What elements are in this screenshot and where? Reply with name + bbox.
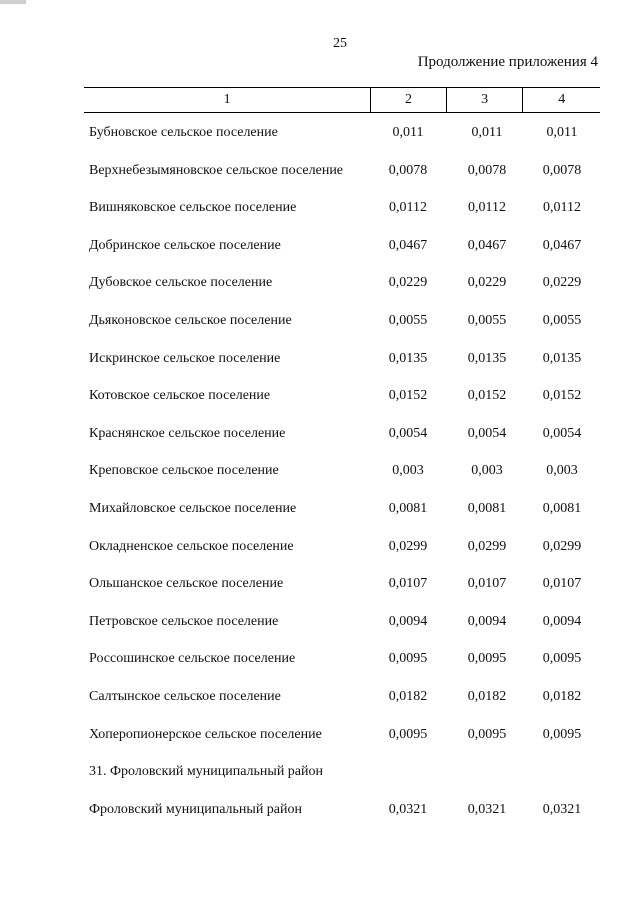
table-row <box>0 265 640 303</box>
value-col-2: 0,0467 <box>388 237 428 253</box>
table-row <box>0 416 640 454</box>
value-col-2: 0,0094 <box>388 613 428 629</box>
value-col-4: 0,0321 <box>542 801 582 817</box>
table-row <box>0 679 640 717</box>
value-col-4: 0,0094 <box>542 613 582 629</box>
value-col-4: 0,0467 <box>542 237 582 253</box>
value-col-2: 0,0229 <box>388 275 428 291</box>
value-col-3: 0,0182 <box>467 688 507 704</box>
table-row <box>0 604 640 642</box>
value-col-3: 0,0135 <box>467 350 507 366</box>
settlement-name: Окладненское сельское поселение <box>89 538 294 554</box>
table-row <box>0 190 640 228</box>
value-col-2: 0,0095 <box>388 726 428 742</box>
table-row <box>0 566 640 604</box>
value-col-2: 0,011 <box>392 125 424 140</box>
value-col-4: 0,0152 <box>542 388 582 404</box>
table-row <box>0 491 640 529</box>
value-col-3: 0,0095 <box>467 651 507 667</box>
value-col-3: 0,0055 <box>467 312 507 328</box>
value-col-2: 0,0182 <box>388 688 428 704</box>
value-col-3: 0,0229 <box>467 275 507 291</box>
settlement-name: Верхнебезымяновское сельское поселение <box>89 162 344 178</box>
table-row <box>0 717 640 755</box>
value-col-4: 0,0078 <box>542 162 582 178</box>
settlement-name: Добринское сельское поселение <box>89 237 281 253</box>
value-col-2: 0,0107 <box>388 576 428 592</box>
table-row <box>0 303 640 341</box>
value-col-2: 0,0055 <box>388 312 428 328</box>
value-col-4: 0,0081 <box>542 500 582 516</box>
settlement-name: Петровское сельское поселение <box>89 613 279 629</box>
value-col-4: 0,0095 <box>542 651 582 667</box>
settlement-name: Котовское сельское поселение <box>89 388 271 404</box>
settlement-name: Дубовское сельское поселение <box>89 275 273 291</box>
settlement-name: Краснянское сельское поселение <box>89 425 286 441</box>
table-section-row <box>0 754 640 792</box>
value-col-4: 0,0107 <box>542 576 582 592</box>
value-col-2: 0,0321 <box>388 801 428 817</box>
value-col-4: 0,011 <box>546 125 578 140</box>
column-header-table <box>84 87 600 113</box>
table-row <box>0 453 640 491</box>
value-col-2: 0,0078 <box>388 162 428 178</box>
value-col-2: 0,0054 <box>388 425 428 441</box>
settlement-name: Россошинское сельское поселение <box>89 651 296 667</box>
value-col-2: 0,0299 <box>388 538 428 554</box>
settlement-name: Искринское сельское поселение <box>89 350 281 366</box>
header-col-3: 3 <box>446 88 523 113</box>
value-col-4: 0,0055 <box>542 312 582 328</box>
value-col-2: 0,0152 <box>388 388 428 404</box>
settlement-name: Хоперопионерское сельское поселение <box>89 726 322 742</box>
value-col-2: 0,0081 <box>388 500 428 516</box>
value-col-3: 0,0095 <box>467 726 507 742</box>
value-col-2: 0,003 <box>392 463 424 479</box>
value-col-3: 0,0078 <box>467 162 507 178</box>
table-row <box>0 792 640 830</box>
table-row <box>0 153 640 191</box>
value-col-4: 0,0182 <box>542 688 582 704</box>
settlement-name: Михайловское сельское поселение <box>89 500 297 516</box>
value-col-3: 0,0112 <box>468 200 506 216</box>
value-col-2: 0,0112 <box>389 200 427 216</box>
value-col-4: 0,0054 <box>542 425 582 441</box>
header-row <box>84 88 600 113</box>
value-col-3: 0,003 <box>471 463 503 479</box>
value-col-3: 0,0467 <box>467 237 507 253</box>
header-col-1: 1 <box>84 88 371 113</box>
settlement-name: Салтынское сельское поселение <box>89 688 281 704</box>
settlement-name: Вишняковское сельское поселение <box>89 200 297 216</box>
page-number: 25 <box>333 36 347 51</box>
value-col-3: 0,0152 <box>467 388 507 404</box>
table-row <box>0 115 640 153</box>
table-row <box>0 529 640 567</box>
value-col-3: 0,0081 <box>467 500 507 516</box>
header-col-2: 2 <box>371 88 447 113</box>
settlement-name: Фроловский муниципальный район <box>89 801 303 817</box>
value-col-3: 0,0321 <box>467 801 507 817</box>
value-col-4: 0,0299 <box>542 538 582 554</box>
value-col-4: 0,0229 <box>542 275 582 291</box>
table-row <box>0 641 640 679</box>
value-col-4: 0,003 <box>546 463 578 479</box>
header-col-4: 4 <box>523 88 600 113</box>
continuation-title: Продолжение приложения 4 <box>417 54 598 70</box>
value-col-4: 0,0135 <box>542 350 582 366</box>
settlement-name: Дьяконовское сельское поселение <box>89 312 292 328</box>
settlement-name: Бубновское сельское поселение <box>89 125 278 140</box>
table-body <box>0 115 640 829</box>
settlement-name: Креповское сельское поселение <box>89 463 279 479</box>
value-col-2: 0,0095 <box>388 651 428 667</box>
value-col-3: 0,0094 <box>467 613 507 629</box>
table-row <box>0 228 640 266</box>
value-col-3: 0,011 <box>471 125 503 140</box>
value-col-4: 0,0112 <box>543 200 581 216</box>
value-col-3: 0,0299 <box>467 538 507 554</box>
value-col-3: 0,0054 <box>467 425 507 441</box>
value-col-4: 0,0095 <box>542 726 582 742</box>
table-row <box>0 378 640 416</box>
scan-edge-mark <box>0 0 26 4</box>
value-col-3: 0,0107 <box>467 576 507 592</box>
settlement-name: Ольшанское сельское поселение <box>89 576 284 592</box>
value-col-2: 0,0135 <box>388 350 428 366</box>
table-row <box>0 341 640 379</box>
section-heading: 31. Фроловский муниципальный район <box>89 764 324 780</box>
